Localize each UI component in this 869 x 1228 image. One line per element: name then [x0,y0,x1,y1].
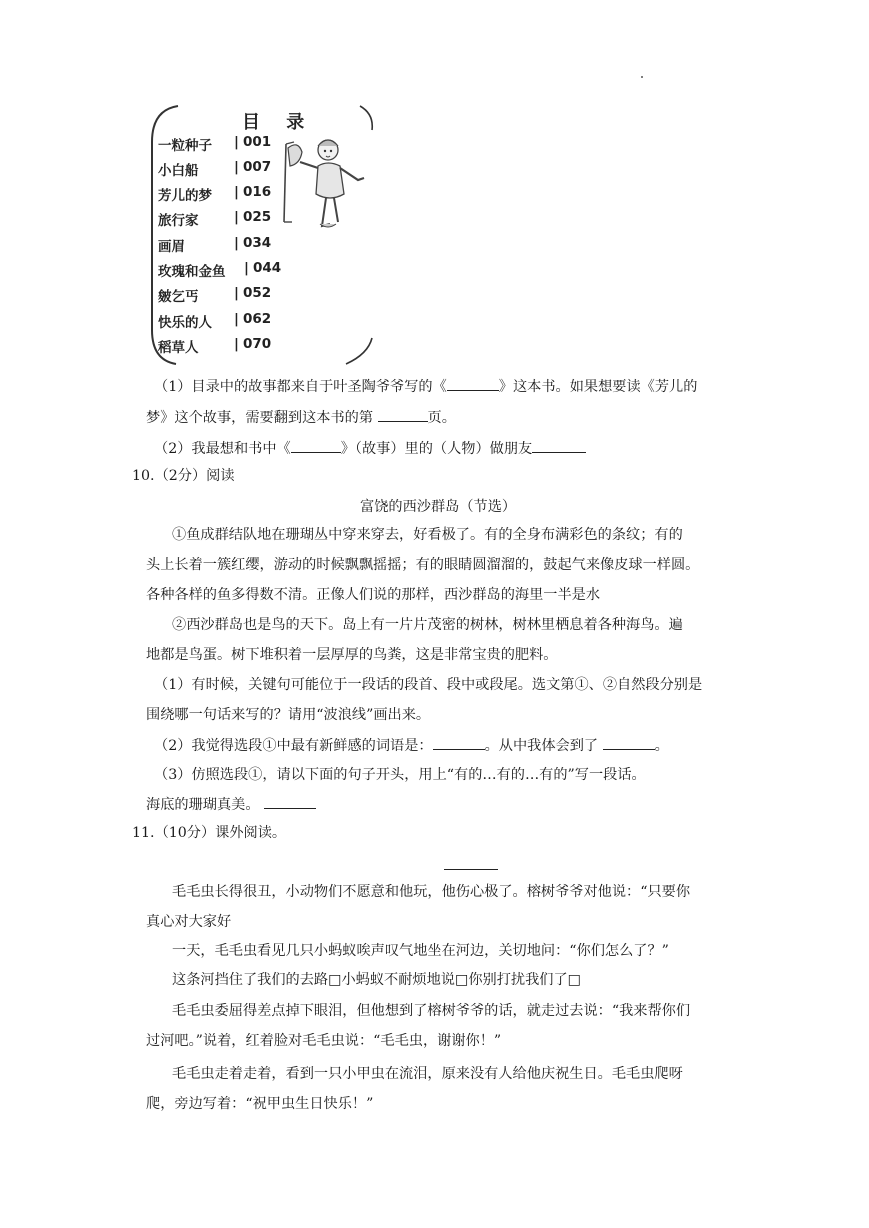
answer-blank[interactable] [378,407,428,422]
q11-text-line: 过河吧。”说着，红着脸对毛毛虫说：“毛毛虫，谢谢你！” [146,1033,502,1049]
q10-sub3-answer: 海底的珊瑚真美。 [146,794,316,815]
q10-passage-title: 富饶的西沙群岛（节选） [360,499,517,515]
page-dot [641,76,643,78]
q9-sub2: （2）我最想和书中《 》（故事）里的（人物）做朋友 [154,438,586,459]
q11-text-line: 真心对大家好 [146,914,232,930]
q10-sub2: （2）我觉得选段①中最有新鲜感的词语是： 。从中我体会到了 。 [154,735,669,756]
answer-blank[interactable] [532,438,586,453]
answer-blank[interactable] [264,794,316,809]
answer-blank[interactable] [291,438,341,453]
q11-text-line: 爬，旁边写着：“祝甲虫生日快乐！” [146,1096,374,1112]
q10-para1-line: 头上长着一簇红缨，游动的时候飘飘摇摇；有的眼睛圆溜溜的，鼓起气来像皮球一样圆。 [146,557,700,573]
passage-title-blank[interactable] [444,869,498,870]
q11-text-line: 一天，毛毛虫看见几只小蚂蚁唉声叹气地坐在河边，关切地问：“你们怎么了？” [172,943,669,959]
q10-para1-line: ①鱼成群结队地在珊瑚丛中穿来穿去，好看极了。有的全身布满彩色的条纹；有的 [172,527,683,543]
toc-item: 旅行家 | 025 [158,209,199,233]
q11-heading: 11.（10分）课外阅读。 [132,825,287,841]
toc-title: 目 录 [242,112,315,133]
q11-text-line: 毛毛虫长得很丑，小动物们不愿意和他玩，他伤心极了。榕树爷爷对他说：“只要你 [172,884,691,900]
toc-item: 稻草人 | 070 [158,336,199,360]
scarecrow-figure [280,132,370,232]
toc-item: 画眉 | 034 [158,235,185,259]
q11-text-line: 这条河挡住了我们的去路□小蚂蚁不耐烦地说□你别打扰我们了□ [172,972,582,988]
q10-heading: 10.（2分）阅读 [132,468,235,484]
answer-blank[interactable] [447,376,499,391]
q11-text-line: 毛毛虫委屈得差点掉下眼泪，但他想到了榕树爷爷的话，就走过去说：“我来帮你们 [172,1003,691,1019]
q11-text-line: 毛毛虫走着走着，看到一只小甲虫在流泪，原来没有人给他庆祝生日。毛毛虫爬呀 [172,1066,683,1082]
q10-para2-line: 地都是鸟蛋。树下堆积着一层厚厚的鸟粪，这是非常宝贵的肥料。 [146,647,558,663]
toc-item: 皴乞丐 | 052 [158,285,199,309]
toc-item: 玫瑰和金鱼 | 044 [158,260,226,284]
q9-sub1-line2: 梦》这个故事，需要翻到这本书的第 页。 [146,407,456,428]
q10-para2-line: ②西沙群岛也是鸟的天下。岛上有一片片茂密的树林，树林里栖息着各种海鸟。遍 [172,617,683,633]
q9-sub1-line1: （1）目录中的故事都来自于叶圣陶爷爷写的《 》这本书。如果想要读《芳儿的 [154,376,697,397]
answer-blank[interactable] [603,735,655,750]
toc-item: 芳儿的梦 | 016 [158,184,212,208]
q10-sub1-line: （1）有时候，关键句可能位于一段话的段首、段中或段尾。选文第①、②自然段分别是 [154,677,703,693]
toc-item: 快乐的人 | 062 [158,311,212,335]
q10-para1-line: 各种各样的鱼多得数不清。正像人们说的那样，西沙群岛的海里一半是水 [146,587,601,603]
q10-sub1-line: 围绕哪一句话来写的？请用“波浪线”画出来。 [146,707,431,723]
toc-illustration [146,102,378,368]
answer-blank[interactable] [433,735,485,750]
toc-item: 一粒种子 | 001 [158,134,212,158]
q10-sub3: （3）仿照选段①，请以下面的句子开头，用上“有的…有的…有的”写一段话。 [154,767,646,783]
toc-item: 小白船 | 007 [158,159,199,183]
